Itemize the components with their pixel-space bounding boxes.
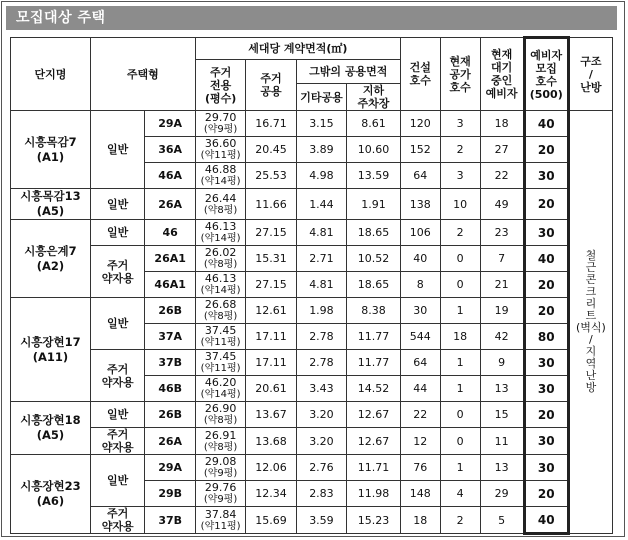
parking-area: 10.60 bbox=[347, 137, 401, 163]
supply-group bbox=[90, 246, 145, 298]
house-type-code: 37A bbox=[145, 324, 195, 350]
built-units: 12 bbox=[400, 428, 440, 455]
waiting-reserve: 18 bbox=[480, 111, 524, 137]
complex-name bbox=[11, 298, 91, 402]
exclusive-area bbox=[195, 324, 245, 350]
exclusive-area bbox=[195, 111, 245, 137]
other-common: 3.43 bbox=[296, 376, 346, 402]
supply-group: 일반 bbox=[90, 111, 145, 189]
waiting-reserve: 42 bbox=[480, 324, 524, 350]
complex-label: 시흥은계7 bbox=[24, 243, 77, 258]
built-units: 138 bbox=[400, 189, 440, 220]
waiting-reserve: 7 bbox=[480, 246, 524, 272]
area-pyeong: (약14평) bbox=[200, 176, 241, 187]
exclusive-area bbox=[195, 246, 245, 272]
area-value: 26.91 bbox=[204, 428, 237, 442]
vacant-units: 0 bbox=[440, 246, 480, 272]
house-type-code: 46B bbox=[145, 376, 195, 402]
house-type-code: 46A bbox=[145, 163, 195, 189]
vacant-units: 0 bbox=[440, 428, 480, 455]
parking-area: 11.71 bbox=[347, 455, 401, 481]
exclusive-area bbox=[195, 428, 245, 455]
structure-char: 역 bbox=[585, 357, 597, 370]
house-type-code: 36A bbox=[145, 137, 195, 163]
group-label: 약자용 bbox=[101, 520, 134, 533]
area-value: 37.45 bbox=[204, 324, 237, 337]
parking-area: 11.77 bbox=[347, 324, 401, 350]
vacant-units: 3 bbox=[440, 111, 480, 137]
reserve-quota: 20 bbox=[524, 137, 568, 163]
residential-common: 16.71 bbox=[246, 111, 296, 137]
header-other-common: 기타공용 bbox=[296, 84, 346, 111]
group-label: 약자용 bbox=[101, 441, 134, 454]
built-units: 544 bbox=[400, 324, 440, 350]
area-pyeong: (약9평) bbox=[203, 124, 238, 135]
residential-common: 27.15 bbox=[246, 272, 296, 298]
group-label: 주거 bbox=[107, 362, 129, 376]
waiting-reserve: 13 bbox=[480, 376, 524, 402]
other-common: 3.20 bbox=[296, 428, 346, 455]
header-house-type: 주택형 bbox=[90, 38, 195, 111]
header-parking: 지하 주차장 bbox=[347, 84, 401, 111]
other-common: 1.98 bbox=[296, 298, 346, 324]
header-other-common-group: 그밖의 공용면적 bbox=[296, 60, 400, 84]
exclusive-area bbox=[195, 455, 245, 481]
supply-group: 일반 bbox=[90, 189, 145, 220]
structure-char: 철 bbox=[585, 249, 597, 262]
reserve-quota: 40 bbox=[524, 111, 568, 137]
other-common: 2.76 bbox=[296, 455, 346, 481]
residential-common: 13.67 bbox=[246, 402, 296, 428]
reserve-quota: 30 bbox=[524, 350, 568, 376]
group-label: 주거 bbox=[107, 258, 129, 272]
house-type-code: 37B bbox=[145, 507, 195, 534]
structure-char: 크 bbox=[585, 285, 597, 298]
vacant-units: 1 bbox=[440, 350, 480, 376]
built-units: 30 bbox=[400, 298, 440, 324]
parking-area: 11.98 bbox=[347, 481, 401, 507]
vacant-units: 1 bbox=[440, 298, 480, 324]
vacant-units: 2 bbox=[440, 507, 480, 534]
house-type-code: 26A1 bbox=[145, 246, 195, 272]
complex-code: (A5) bbox=[36, 428, 65, 442]
structure-char: 지 bbox=[585, 345, 597, 358]
residential-common: 15.69 bbox=[246, 507, 296, 534]
reserve-quota: 30 bbox=[524, 428, 568, 455]
reserve-quota: 40 bbox=[524, 246, 568, 272]
waiting-reserve: 21 bbox=[480, 272, 524, 298]
complex-code: (A5) bbox=[36, 204, 65, 218]
residential-common: 13.68 bbox=[246, 428, 296, 455]
supply-group: 일반 bbox=[90, 298, 145, 350]
area-pyeong: (약11평) bbox=[200, 337, 241, 348]
residential-common: 20.61 bbox=[246, 376, 296, 402]
built-units: 106 bbox=[400, 220, 440, 246]
table-row bbox=[11, 402, 613, 428]
exclusive-area bbox=[195, 376, 245, 402]
exclusive-area bbox=[195, 189, 245, 220]
area-value: 37.84 bbox=[204, 507, 237, 521]
parking-area: 11.77 bbox=[347, 350, 401, 376]
house-type-code: 26A bbox=[145, 189, 195, 220]
house-type-code: 46 bbox=[145, 220, 195, 246]
other-common: 4.81 bbox=[296, 272, 346, 298]
table-row bbox=[11, 111, 613, 137]
reserve-quota: 40 bbox=[524, 507, 568, 534]
waiting-reserve: 22 bbox=[480, 163, 524, 189]
built-units: 64 bbox=[400, 163, 440, 189]
house-type-code: 26A bbox=[145, 428, 195, 455]
supply-group bbox=[90, 428, 145, 455]
area-pyeong: (약11평) bbox=[200, 520, 241, 532]
waiting-reserve: 11 bbox=[480, 428, 524, 455]
other-common: 4.98 bbox=[296, 163, 346, 189]
waiting-reserve: 49 bbox=[480, 189, 524, 220]
exclusive-area bbox=[195, 481, 245, 507]
complex-label: 시흥장현23 bbox=[20, 479, 81, 493]
supply-group bbox=[90, 350, 145, 402]
waiting-reserve: 15 bbox=[480, 402, 524, 428]
area-pyeong: (약9평) bbox=[203, 468, 238, 479]
complex-name bbox=[11, 455, 91, 534]
parking-area: 10.52 bbox=[347, 246, 401, 272]
parking-area: 1.91 bbox=[347, 189, 401, 220]
complex-label: 시흥장현18 bbox=[20, 413, 81, 427]
reserve-quota: 20 bbox=[524, 189, 568, 220]
exclusive-area bbox=[195, 350, 245, 376]
parking-area: 8.38 bbox=[347, 298, 401, 324]
reserve-quota: 30 bbox=[524, 455, 568, 481]
structure-char: 콘 bbox=[585, 273, 597, 286]
exclusive-area bbox=[195, 220, 245, 246]
complex-label: 시흥장현17 bbox=[20, 334, 81, 349]
area-pyeong: (약8평) bbox=[203, 311, 238, 322]
parking-area: 18.65 bbox=[347, 220, 401, 246]
table-row bbox=[11, 455, 613, 481]
residential-common: 17.11 bbox=[246, 350, 296, 376]
house-type-code: 26B bbox=[145, 298, 195, 324]
house-type-code: 37B bbox=[145, 350, 195, 376]
group-label: 주거 bbox=[107, 428, 129, 441]
area-value: 26.44 bbox=[204, 191, 237, 205]
waiting-reserve: 9 bbox=[480, 350, 524, 376]
area-value: 36.60 bbox=[204, 137, 237, 150]
residential-common: 11.66 bbox=[246, 189, 296, 220]
header-exclusive: 주거 전용 (평수) bbox=[195, 60, 245, 111]
residential-common: 12.34 bbox=[246, 481, 296, 507]
area-pyeong: (약14평) bbox=[200, 285, 241, 296]
residential-common: 25.53 bbox=[246, 163, 296, 189]
group-label: 약자용 bbox=[101, 375, 134, 389]
built-units: 76 bbox=[400, 455, 440, 481]
area-value: 26.68 bbox=[204, 298, 237, 311]
group-label: 주거 bbox=[107, 507, 129, 520]
table-row bbox=[11, 298, 613, 324]
housing-table bbox=[10, 36, 613, 535]
built-units: 18 bbox=[400, 507, 440, 534]
complex-code: (A2) bbox=[36, 258, 65, 273]
header-structure: 구조 / 난방 bbox=[568, 38, 612, 111]
complex-label: 시흥목감7 bbox=[24, 134, 77, 149]
vacant-units: 2 bbox=[440, 137, 480, 163]
supply-group bbox=[90, 507, 145, 534]
parking-area: 12.67 bbox=[347, 402, 401, 428]
reserve-quota: 20 bbox=[524, 481, 568, 507]
complex-code: (A1) bbox=[36, 149, 65, 164]
area-value: 37.45 bbox=[204, 350, 237, 363]
exclusive-area bbox=[195, 402, 245, 428]
area-value: 46.13 bbox=[204, 272, 237, 285]
waiting-reserve: 27 bbox=[480, 137, 524, 163]
header-complex: 단지명 bbox=[11, 38, 91, 111]
complex-label: 시흥목감13 bbox=[20, 189, 81, 203]
area-value: 29.70 bbox=[204, 111, 237, 124]
structure-char: 근 bbox=[585, 261, 597, 274]
residential-common: 15.31 bbox=[246, 246, 296, 272]
area-value: 26.02 bbox=[204, 246, 237, 259]
house-type-code: 46A1 bbox=[145, 272, 195, 298]
residential-common: 20.45 bbox=[246, 137, 296, 163]
section-title: 모집대상 주택 bbox=[6, 6, 617, 30]
waiting-reserve: 13 bbox=[480, 455, 524, 481]
exclusive-area bbox=[195, 163, 245, 189]
header-waiting-reserve: 현재 대기 중인 예비자 bbox=[480, 38, 524, 111]
area-pyeong: (약14평) bbox=[200, 389, 241, 400]
area-value: 46.20 bbox=[204, 376, 237, 389]
complex-code: (A6) bbox=[36, 494, 65, 508]
structure-char: (벽식) bbox=[575, 321, 606, 334]
area-pyeong: (약8평) bbox=[203, 259, 238, 270]
table-row bbox=[11, 428, 613, 455]
parking-area: 15.23 bbox=[347, 507, 401, 534]
exclusive-area bbox=[195, 507, 245, 534]
residential-common: 12.61 bbox=[246, 298, 296, 324]
area-pyeong: (약11평) bbox=[200, 150, 241, 161]
other-common: 4.81 bbox=[296, 220, 346, 246]
house-type-code: 26B bbox=[145, 402, 195, 428]
reserve-quota: 20 bbox=[524, 402, 568, 428]
built-units: 64 bbox=[400, 350, 440, 376]
area-value: 29.08 bbox=[204, 455, 237, 468]
reserve-quota: 20 bbox=[524, 272, 568, 298]
structure-char: 방 bbox=[585, 381, 597, 394]
vacant-units: 1 bbox=[440, 455, 480, 481]
built-units: 40 bbox=[400, 246, 440, 272]
other-common: 3.59 bbox=[296, 507, 346, 534]
structure-char: 리 bbox=[585, 297, 597, 310]
vacant-units: 10 bbox=[440, 189, 480, 220]
group-label: 약자용 bbox=[101, 271, 134, 285]
complex-name bbox=[11, 402, 91, 455]
header-contract-area: 세대당 계약면적(㎡) bbox=[195, 38, 400, 60]
parking-area: 18.65 bbox=[347, 272, 401, 298]
other-common: 3.89 bbox=[296, 137, 346, 163]
exclusive-area bbox=[195, 137, 245, 163]
structure-char: 난 bbox=[585, 369, 597, 382]
supply-group: 일반 bbox=[90, 220, 145, 246]
other-common: 2.83 bbox=[296, 481, 346, 507]
table-row bbox=[11, 220, 613, 246]
parking-area: 12.67 bbox=[347, 428, 401, 455]
reserve-quota: 80 bbox=[524, 324, 568, 350]
parking-area: 8.61 bbox=[347, 111, 401, 137]
complex-name bbox=[11, 220, 91, 298]
reserve-quota: 30 bbox=[524, 220, 568, 246]
exclusive-area bbox=[195, 272, 245, 298]
area-value: 29.76 bbox=[204, 481, 237, 494]
vacant-units: 3 bbox=[440, 163, 480, 189]
area-pyeong: (약14평) bbox=[200, 233, 241, 244]
house-type-code: 29A bbox=[145, 455, 195, 481]
exclusive-area bbox=[195, 298, 245, 324]
waiting-reserve: 23 bbox=[480, 220, 524, 246]
built-units: 148 bbox=[400, 481, 440, 507]
header-vacant-units: 현재 공가 호수 bbox=[440, 38, 480, 111]
complex-name bbox=[11, 189, 91, 220]
other-common: 1.44 bbox=[296, 189, 346, 220]
reserve-quota: 30 bbox=[524, 376, 568, 402]
supply-group: 일반 bbox=[90, 402, 145, 428]
reserve-quota: 20 bbox=[524, 298, 568, 324]
table-row bbox=[11, 189, 613, 220]
built-units: 152 bbox=[400, 137, 440, 163]
house-type-code: 29A bbox=[145, 111, 195, 137]
area-pyeong: (약8평) bbox=[203, 415, 238, 426]
other-common: 3.15 bbox=[296, 111, 346, 137]
structure-char: / bbox=[589, 333, 593, 346]
area-pyeong: (약11평) bbox=[200, 363, 241, 374]
residential-common: 27.15 bbox=[246, 220, 296, 246]
vacant-units: 18 bbox=[440, 324, 480, 350]
area-value: 46.13 bbox=[204, 220, 237, 233]
built-units: 8 bbox=[400, 272, 440, 298]
waiting-reserve: 29 bbox=[480, 481, 524, 507]
vacant-units: 0 bbox=[440, 272, 480, 298]
vacant-units: 0 bbox=[440, 402, 480, 428]
header-built-units: 건설 호수 bbox=[400, 38, 440, 111]
vacant-units: 2 bbox=[440, 220, 480, 246]
structure-char: 트 bbox=[585, 309, 597, 322]
parking-area: 14.52 bbox=[347, 376, 401, 402]
table-row bbox=[11, 350, 613, 376]
area-pyeong: (약8평) bbox=[203, 441, 238, 453]
residential-common: 17.11 bbox=[246, 324, 296, 350]
area-value: 46.88 bbox=[204, 163, 237, 176]
area-pyeong: (약8평) bbox=[203, 204, 238, 216]
vacant-units: 1 bbox=[440, 376, 480, 402]
complex-code: (A11) bbox=[32, 349, 69, 364]
other-common: 2.78 bbox=[296, 324, 346, 350]
built-units: 120 bbox=[400, 111, 440, 137]
vacant-units: 4 bbox=[440, 481, 480, 507]
table-row bbox=[11, 507, 613, 534]
house-type-code: 29B bbox=[145, 481, 195, 507]
header-residential-common: 주거 공용 bbox=[246, 60, 296, 111]
area-pyeong: (약9평) bbox=[203, 494, 238, 505]
parking-area: 13.59 bbox=[347, 163, 401, 189]
complex-name bbox=[11, 111, 91, 189]
structure-heating bbox=[568, 111, 612, 534]
supply-group: 일반 bbox=[90, 455, 145, 507]
other-common: 2.78 bbox=[296, 350, 346, 376]
reserve-quota: 30 bbox=[524, 163, 568, 189]
header-reserve-quota: 예비자 모집 호수 (500) bbox=[524, 38, 568, 111]
area-value: 26.90 bbox=[204, 402, 237, 415]
waiting-reserve: 19 bbox=[480, 298, 524, 324]
other-common: 3.20 bbox=[296, 402, 346, 428]
waiting-reserve: 5 bbox=[480, 507, 524, 534]
table-row bbox=[11, 246, 613, 272]
other-common: 2.71 bbox=[296, 246, 346, 272]
built-units: 22 bbox=[400, 402, 440, 428]
built-units: 44 bbox=[400, 376, 440, 402]
residential-common: 12.06 bbox=[246, 455, 296, 481]
